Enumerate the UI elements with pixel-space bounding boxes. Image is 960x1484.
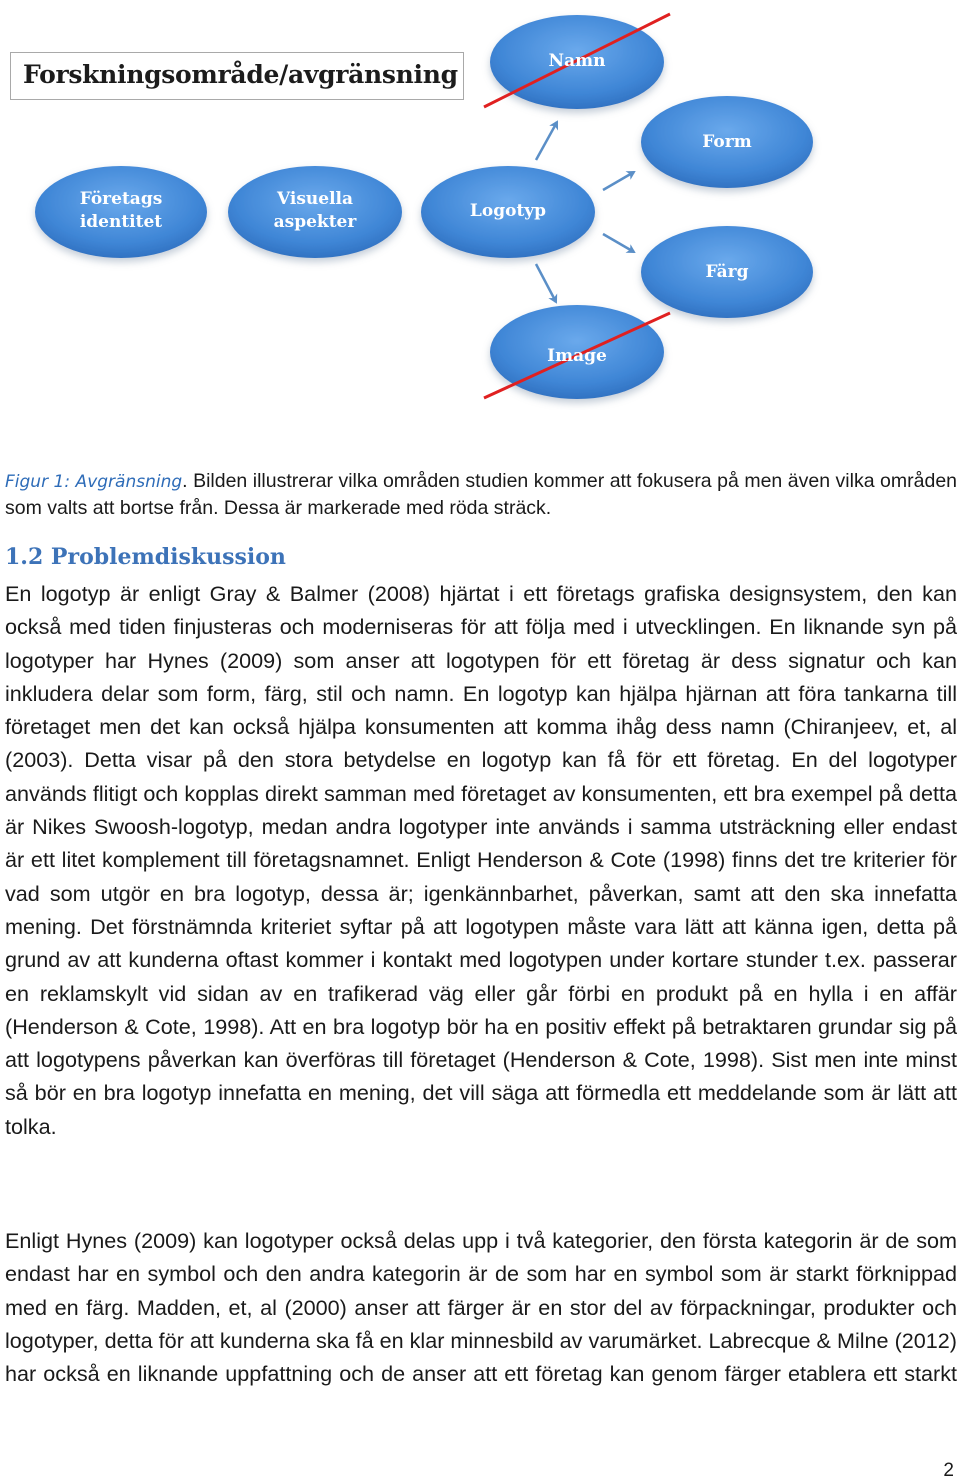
label-line: Visuella (276, 189, 354, 209)
arrow-to-form (603, 172, 634, 190)
caption-label: Figur 1: Avgränsning (5, 472, 183, 492)
arrow-to-namn (536, 122, 557, 160)
figure-title-box (10, 52, 464, 100)
figure-caption (5, 468, 957, 521)
arrow-to-image (536, 264, 556, 302)
label-line: identitet (79, 212, 163, 232)
paragraph: En logotyp är enligt Gray & Balmer (2008) hjärtat i ett företags grafiska designsystem, den kan också med tiden finjusteras och moderniseras för att följa med i utvecklingen. En liknande syn på logotyper har Hynes (2009) som anser att logotypen för ett företag är dess signatur och kan inkludera delar som form, färg, stil och namn. En logotyp kan hjälpa hjärnan att föra tankarna till företaget men det kan också hjälpa konsumenten att komma ihåg dess namn (Chiranjeev, et, al (2003). Detta visar på den stora betydelse en logotyp kan få för ett företag. En del logotyper används flitigt och kopplas direkt samman med företaget av konsumenten, ett bra exempel på detta är Nikes Swoosh-logotyp, medan andra logotyper inte används i samma utsträckning eller endast är ett litet komplement till företagsnamnet. Enligt Henderson & Cote (1998) finns det tre kriterier för vad som utgör en bra logotyp, dessa är; igenkännbarhet, påverkan, samt att den ska innefatta mening. Det förstnämnda kriteriet syftar på att logotypen måste vara lätt att känna igen, detta på grund av att kunderna oftast kommer i kontakt med logotypen under kortare stunder t.ex. passerar en reklamskylt vid sidan av en trafikerad väg eller går förbi en produkt på en hylla i en affär (Henderson & Cote, 1998). Att en bra logotyp bör ha en positiv effekt på betraktaren grundar sig på att logotypens påverkan kan överföras till företaget (Henderson & Cote, 1998). Sist men inte minst så bör en bra logotyp innefatta en mening, det vill säga att förmedla ett meddelande som är lätt att tolka. (5, 581, 957, 1139)
label-line: aspekter (273, 212, 357, 232)
label-namn: Namn (548, 51, 606, 71)
label-image: Image (547, 346, 607, 366)
label-line: Företags (79, 189, 163, 209)
paragraph: Enligt Hynes (2009) kan logotyper också delas upp i två kategorier, den första kategorin är de som endast har en symbol och den andra kategorin är de som har en symbol som är starkt förknippad med en färg. Madden, et, al (2000) anser att färger är en stor del av förpackningar, produkter och logotyper, detta för att kunderna ska få en klar minnesbild av varumärket. Labrecque & Milne (2012) har också en liknande uppfattning och de anser att ett företag kan genom färger etablera ett starkt (5, 1228, 957, 1387)
arrow-to-farg (603, 234, 634, 252)
label-foretagsidentitet (61, 188, 181, 234)
page-number: 2 (943, 1460, 954, 1481)
figure-title: Forskningsområde/avgränsning (23, 60, 458, 89)
label-logotyp: Logotyp (469, 201, 547, 221)
label-farg: Färg (705, 262, 749, 282)
caption-text: . Bilden illustrerar vilka områden studien kommer att fokusera på men även vilka områden som valts att bortse från. Dessa är markerade med röda sträck. (5, 470, 958, 519)
label-visuella-aspekter (255, 188, 375, 234)
section-heading: 1.2 Problemdiskussion (5, 544, 286, 570)
label-form: Form (702, 132, 752, 152)
figure-diagram (0, 0, 960, 410)
